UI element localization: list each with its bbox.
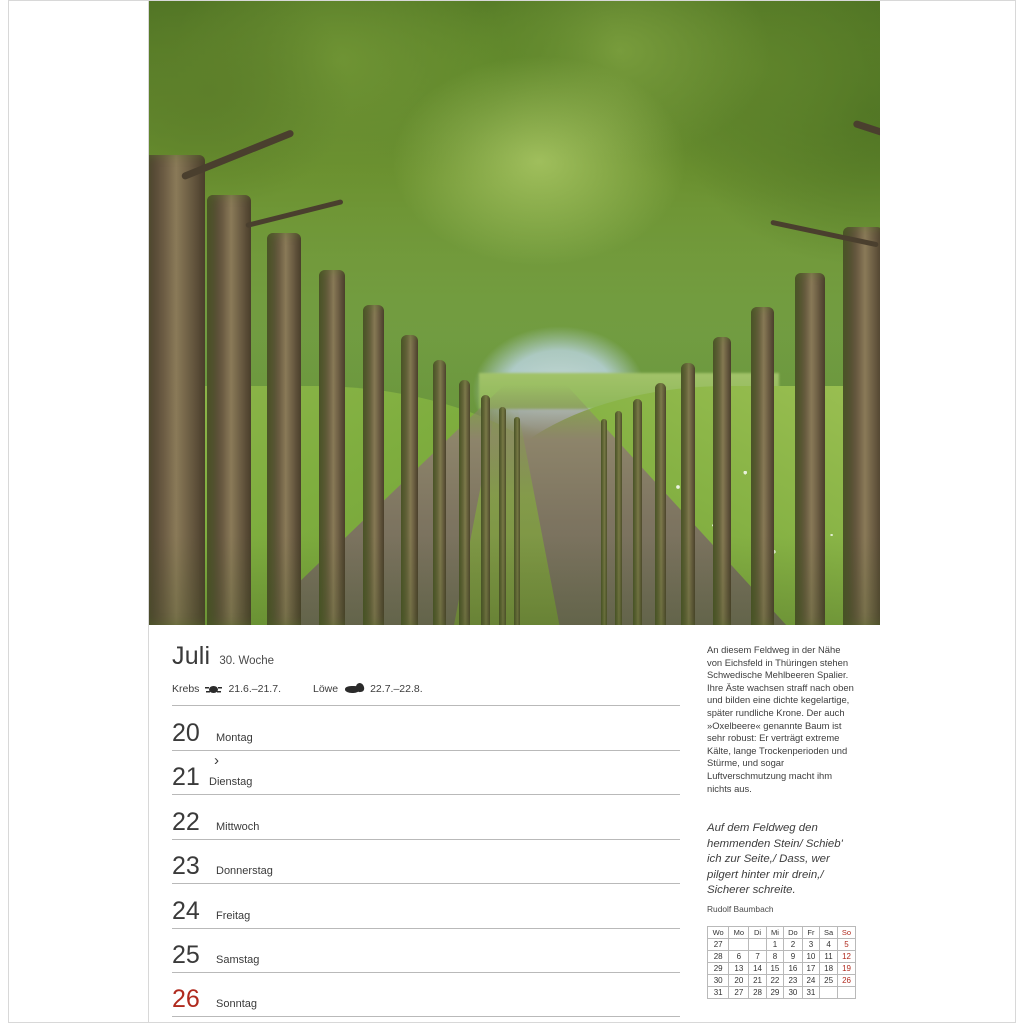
photo-caption-text: An diesem Feldweg in der Nähe von Eichsfeld in Thüringen stehen Schwedische Mehlbeeren Spalier. Ihre Äste wachsen straff nach oben und bilden eine dichte kegelartige, später rundliche Krone. Der auch »Oxelbeere« genannte Baum ist sehr robust: Er verträgt extreme Kälte, lange Trockenperioden und Stürme, und sogar Luftverschmutzung macht ihm nichts aus. — [707, 644, 854, 794]
mini-cal-row — [708, 939, 856, 951]
mini-cal-day[interactable]: 2 — [784, 939, 803, 951]
mini-cal-week: 29 — [708, 963, 729, 975]
mini-cal-row — [708, 987, 856, 999]
mini-month-table — [707, 926, 856, 999]
mini-cal-header-fr: Fr — [802, 927, 819, 939]
day-number: 20 — [172, 718, 200, 747]
calendar-lower-area — [149, 626, 880, 1022]
mini-cal-day[interactable] — [729, 939, 749, 951]
day-row[interactable] — [172, 972, 680, 1017]
mini-cal-row — [708, 951, 856, 963]
mini-cal-day[interactable]: 15 — [766, 963, 783, 975]
mini-cal-day[interactable]: 24 — [802, 975, 819, 987]
mini-cal-week: 28 — [708, 951, 729, 963]
week-number-label: 30. Woche — [219, 655, 275, 667]
day-row[interactable] — [172, 883, 680, 928]
mini-cal-day[interactable]: 6 — [729, 951, 749, 963]
zodiac-name-leo: Löwe — [312, 683, 339, 695]
mini-cal-day[interactable]: 9 — [784, 951, 803, 963]
mini-cal-day[interactable]: 16 — [784, 963, 803, 975]
mini-cal-day[interactable]: 11 — [820, 951, 838, 963]
poem-text: Auf dem Feldweg den hemmenden Stein/ Schieb' ich zur Seite,/ Dass, wer pilgert hinter mir drein,/ Sicherer schreite. — [707, 822, 843, 897]
leo-icon — [344, 683, 364, 695]
zodiac-range-cancer: 21.6.–21.7. — [228, 683, 281, 695]
poem-author: Rudolf Baumbach — [707, 903, 774, 914]
mini-cal-day[interactable]: 26 — [838, 975, 856, 987]
zodiac-row — [172, 683, 680, 695]
day-name: Montag — [216, 731, 253, 744]
mini-cal-day[interactable]: 5 — [838, 939, 856, 951]
day-number: 23 — [172, 852, 200, 880]
mini-cal-day[interactable] — [749, 939, 766, 951]
mini-cal-header-di: Di — [749, 927, 766, 939]
mini-cal-day[interactable]: 17 — [802, 963, 819, 975]
day-name: Freitag — [216, 909, 251, 922]
day-name: Dienstag — [209, 776, 253, 788]
day-row[interactable] — [172, 794, 680, 839]
mini-cal-day — [838, 987, 856, 999]
side-column — [707, 644, 857, 914]
day-number: 26 — [172, 984, 200, 1013]
mini-cal-header-sa: Sa — [820, 927, 838, 939]
mini-cal-day[interactable]: 25 — [820, 975, 838, 987]
mini-cal-week: 27 — [708, 939, 729, 951]
zodiac-range-leo: 22.7.–22.8. — [370, 683, 423, 695]
mini-cal-row — [708, 975, 856, 987]
cancer-icon — [205, 684, 222, 695]
day-row[interactable] — [172, 928, 680, 973]
mini-cal-week: 31 — [708, 987, 729, 999]
day-name: Sonntag — [216, 997, 257, 1010]
mini-cal-header-mi: Mi — [766, 927, 783, 939]
day-row[interactable] — [172, 705, 680, 750]
mini-cal-day[interactable]: 14 — [749, 963, 766, 975]
zodiac-name-cancer: Krebs — [172, 683, 200, 695]
photo-bottom-shade — [149, 535, 880, 625]
day-row[interactable] — [172, 839, 680, 884]
mini-cal-day[interactable]: 10 — [802, 951, 819, 963]
mini-cal-day[interactable]: 21 — [749, 975, 766, 987]
month-title: Juli — [172, 642, 211, 670]
day-name: Mittwoch — [216, 820, 260, 833]
mini-cal-header-wo: Wo — [708, 927, 729, 939]
mini-cal-day[interactable]: 1 — [766, 939, 783, 951]
mini-cal-header-row — [708, 927, 856, 939]
mini-cal-day[interactable]: 7 — [749, 951, 766, 963]
mini-cal-day[interactable]: 13 — [729, 963, 749, 975]
mini-cal-week: 30 — [708, 975, 729, 987]
mini-cal-day[interactable]: 29 — [766, 987, 783, 999]
mini-cal-day[interactable]: 22 — [766, 975, 783, 987]
mini-cal-day[interactable]: 18 — [820, 963, 838, 975]
photo-tree-avenue — [149, 1, 880, 625]
day-row[interactable] — [172, 750, 680, 795]
mini-cal-row — [708, 963, 856, 975]
mini-cal-day[interactable]: 31 — [802, 987, 819, 999]
photo-canopy-light — [329, 11, 749, 311]
mini-cal-header-do: Do — [784, 927, 803, 939]
day-mark: › — [214, 751, 219, 769]
mini-cal-day[interactable]: 27 — [729, 987, 749, 999]
mini-cal-day[interactable]: 8 — [766, 951, 783, 963]
mini-cal-day[interactable]: 23 — [784, 975, 803, 987]
mini-cal-day[interactable]: 12 — [838, 951, 856, 963]
mini-cal-header-so: So — [838, 927, 856, 939]
day-number: 22 — [172, 807, 200, 836]
mini-cal-day[interactable]: 30 — [784, 987, 803, 999]
mini-cal-day[interactable]: 28 — [749, 987, 766, 999]
day-number: 24 — [172, 896, 200, 925]
mini-cal-day[interactable]: 4 — [820, 939, 838, 951]
day-list — [172, 705, 680, 1017]
day-name: Samstag — [216, 954, 260, 966]
day-number: 21 — [172, 763, 200, 791]
month-header — [172, 642, 680, 671]
mini-cal-day[interactable]: 3 — [802, 939, 819, 951]
week-column — [172, 642, 680, 1017]
mini-cal-header-mo: Mo — [729, 927, 749, 939]
mini-cal-day[interactable]: 19 — [838, 963, 856, 975]
mini-cal-day[interactable]: 20 — [729, 975, 749, 987]
day-name: Donnerstag — [216, 865, 273, 877]
mini-cal-day — [820, 987, 838, 999]
day-number: 25 — [172, 941, 200, 969]
